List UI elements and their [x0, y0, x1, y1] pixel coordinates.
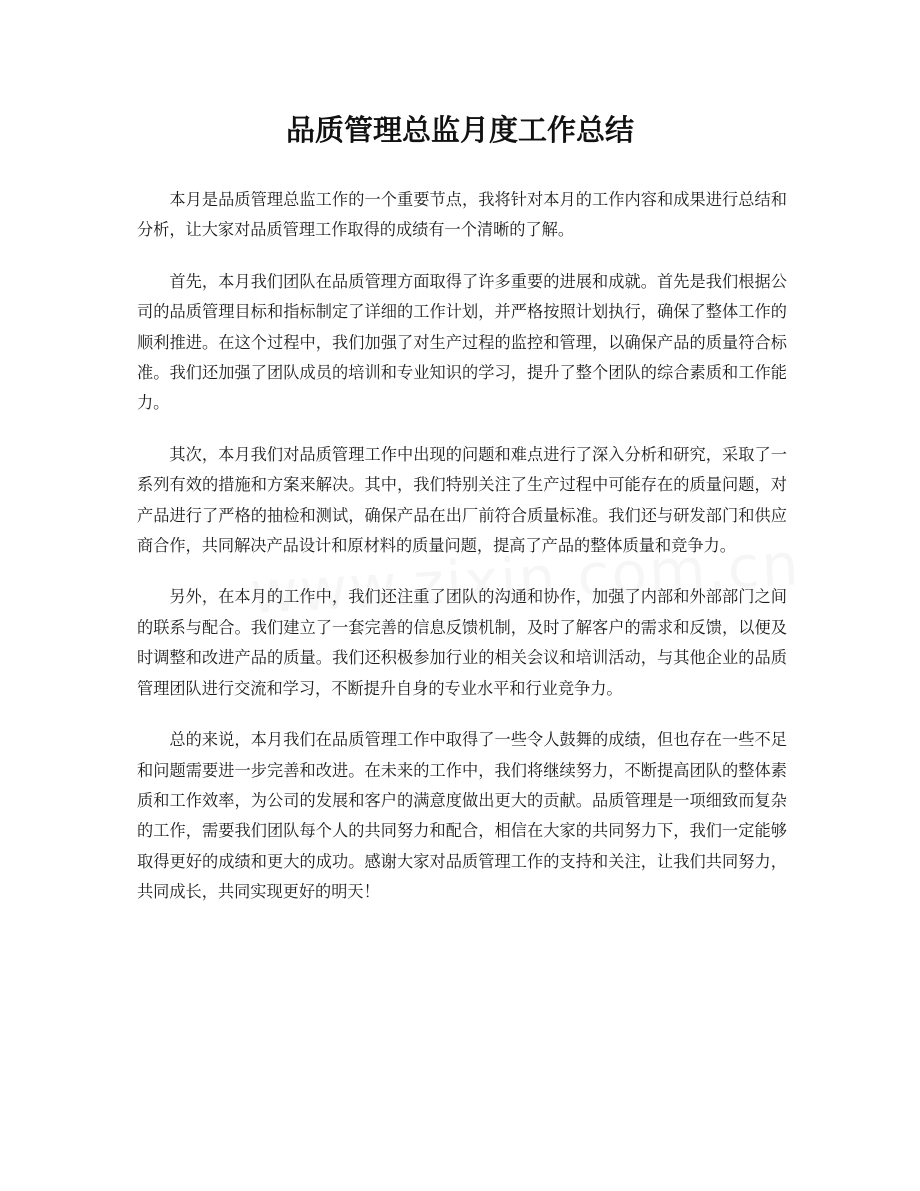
- paragraph-problems: 其次，本月我们对品质管理工作中出现的问题和难点进行了深入分析和研究，采取了一系列有效的措施和方案来解决。其中，我们特别关注了生产过程中可能存在的质量问题，对产品进行了严格的抽检和测试，确保产品在出厂前符合质量标准。我们还与研发部门和供应商合作，共同解决产品设计和原材料的质量问题，提高了产品的整体质量和竞争力。: [137, 444, 787, 556]
- paragraph-progress: 首先，本月我们团队在品质管理方面取得了许多重要的进展和成就。首先是我们根据公司的品质管理目标和指标制定了详细的工作计划，并严格按照计划执行，确保了整体工作的顺利推进。在这个过程中，我们加强了对生产过程的监控和管理，以确保产品的质量符合标准。我们还加强了团队成员的培训和专业知识的学习，提升了整个团队的综合素质和工作能力。: [137, 271, 787, 413]
- paragraph-conclusion: 总的来说，本月我们在品质管理工作中取得了一些令人鼓舞的成绩，但也存在一些不足和问题需要进一步完善和改进。在未来的工作中，我们将继续努力，不断提高团队的整体素质和工作效率，为公司的发展和客户的满意度做出更大的贡献。品质管理是一项细致而复杂的工作，需要我们团队每个人的共同努力和配合，相信在大家的共同努力下，我们一定能够取得更好的成绩和更大的成功。感谢大家对品质管理工作的支持和关注，让我们共同努力，共同成长，共同实现更好的明天！: [137, 730, 787, 902]
- paragraph-intro: 本月是品质管理总监工作的一个重要节点，我将针对本月的工作内容和成果进行总结和分析，让大家对品质管理工作取得的成绩有一个清晰的了解。: [137, 190, 787, 240]
- document-title: 品质管理总监月度工作总结: [285, 113, 634, 147]
- document-body: [137, 185, 787, 929]
- paragraph-collaboration: 另外，在本月的工作中，我们还注重了团队的沟通和协作，加强了内部和外部部门之间的联系与配合。我们建立了一套完善的信息反馈机制，及时了解客户的需求和反馈，以便及时调整和改进产品的质量。我们还积极参加行业的相关会议和培训活动，与其他企业的品质管理团队进行交流和学习，不断提升自身的专业水平和行业竞争力。: [137, 587, 787, 698]
